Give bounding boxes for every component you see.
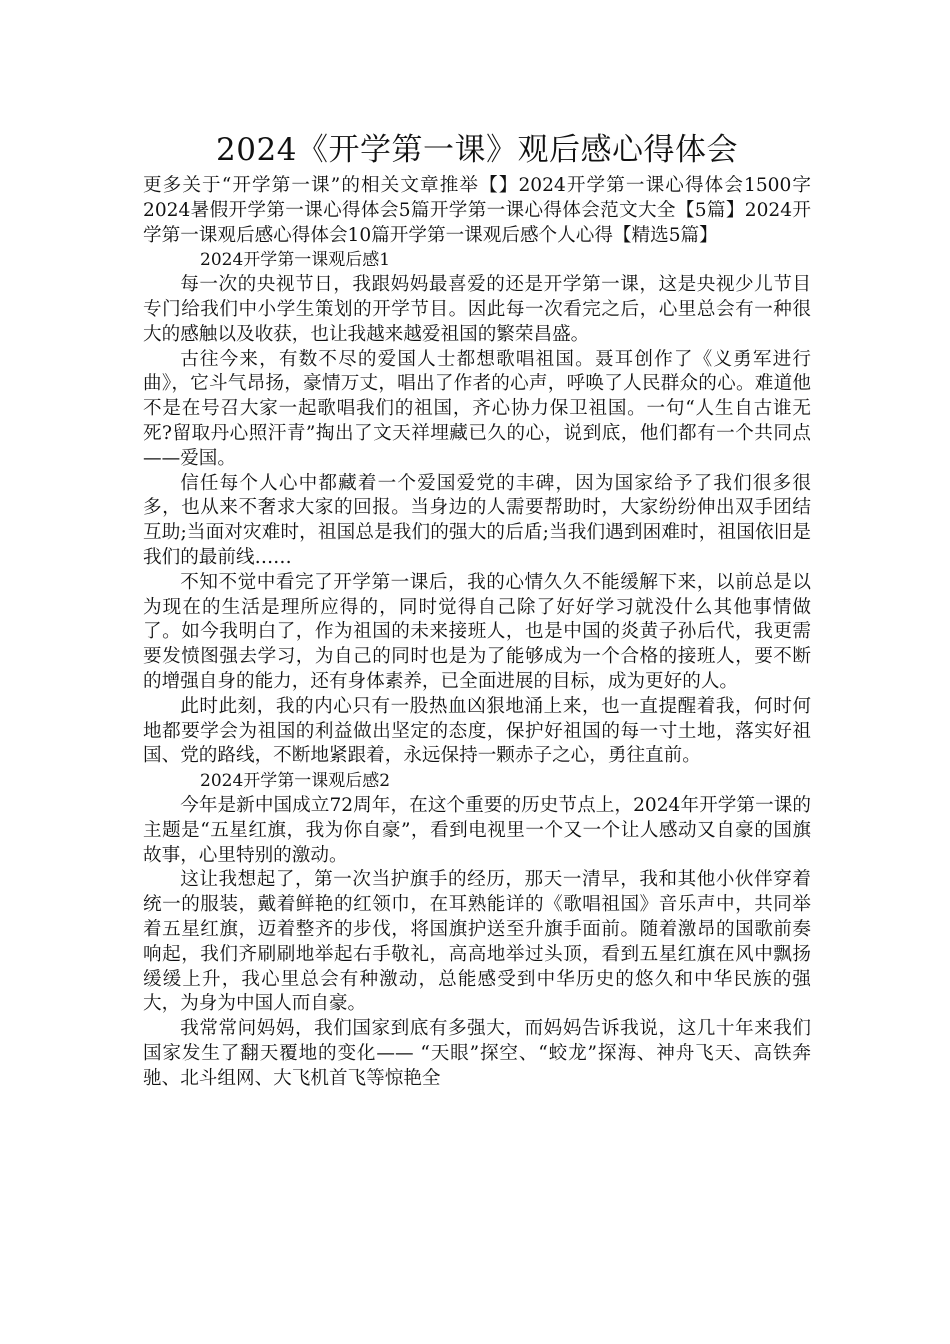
intro-paragraph: 更多关于“开学第一课”的相关文章推举【】2024开学第一课心得体会1500字2024暑假开学第一课心得体会5篇开学第一课心得体会范文大全【5篇】2024开学第一课观后感心得体会10篇开学第一课观后感个人心得【精选5篇】 [143,175,811,246]
body-paragraph: 今年是新中国成立72周年，在这个重要的历史节点上，2024年开学第一课的主题是“五星红旗，我为你自豪”，看到电视里一个又一个让人感动又自豪的国旗故事，心里特别的激动。 [143,794,811,866]
body-paragraph: 每一次的央视节日，我跟妈妈最喜爱的还是开学第一课，这是央视少儿节目专门给我们中小学生策划的开学节目。因此每一次看完之后，心里总会有一种很大的感触以及收获，也让我越来越爱祖国的繁荣昌盛。 [143,274,811,345]
section-heading-2: 2024开学第一课观后感2 [200,771,391,792]
body-paragraph: 我常常问妈妈，我们国家到底有多强大，而妈妈告诉我说，这几十年来我们国家发生了翻天覆地的变化—— “天眼”探空、“蛟龙”探海、神舟飞天、高铁奔驰、北斗组网、大飞机首飞等惊艳全 [143,1018,811,1089]
body-paragraph: 这让我想起了，第一次当护旗手的经历，那天一清早，我和其他小伙伴穿着统一的服装，戴着鲜艳的红领巾，在耳熟能详的《歌唱祖国》音乐声中，共同举着五星红旗，迈着整齐的步伐，将国旗护送至升旗手面前。随着激昂的国歌前奏响起，我们齐刷刷地举起右手敬礼，高高地举过头顶，看到五星红旗在风中飘扬缓缓上升，我心里总会有种激动，总能感受到中华历史的悠久和中华民族的强大，为身为中国人而自豪。 [143,869,811,1015]
body-paragraph: 此时此刻，我的内心只有一股热血凶狠地涌上来，也一直提醒着我，何时何地都要学会为祖国的利益做出坚定的态度，保护好祖国的每一寸土地，落实好祖国、党的路线，不断地紧跟着，永远保持一颗赤子之心，勇往直前。 [143,695,811,767]
section-heading-1: 2024开学第一课观后感1 [200,250,391,271]
body-paragraph: 信任每个人心中都藏着一个爱国爱党的丰碑，因为国家给予了我们很多很多，也从来不奢求大家的回报。当身边的人需要帮助时，大家纷纷伸出双手团结互助;当面对灾难时，祖国总是我们的强大的后盾;当我们遇到困难时，祖国依旧是我们的最前线…… [143,472,811,568]
document-title: 2024《开学第一课》观后感心得体会 [216,132,738,168]
body-paragraph: 古往今来，有数不尽的爱国人士都想歌唱祖国。聂耳创作了《义勇军进行曲》，它斗气昂扬，豪情万丈，唱出了作者的心声，呼唤了人民群众的心。难道他不是在号召大家一起歌唱我们的祖国，齐心协力保卫祖国。一句“人生自古谁无死?留取丹心照汗青”掏出了文天祥埋藏已久的心，说到底，他们都有一个共同点——爱国。 [143,348,811,469]
document-page [143,128,811,1091]
body-paragraph: 不知不觉中看完了开学第一课后，我的心情久久不能缓解下来，以前总是以为现在的生活是理所应得的，同时觉得自己除了好好学习就没什么其他事情做了。如今我明白了，作为祖国的未来接班人，也是中国的炎黄子孙后代，我更需要发愤图强去学习，为自己的同时也是为了能够成为一个合格的接班人，要不断的增强自身的能力，还有身体素养，已全面进展的目标，成为更好的人。 [143,571,811,692]
